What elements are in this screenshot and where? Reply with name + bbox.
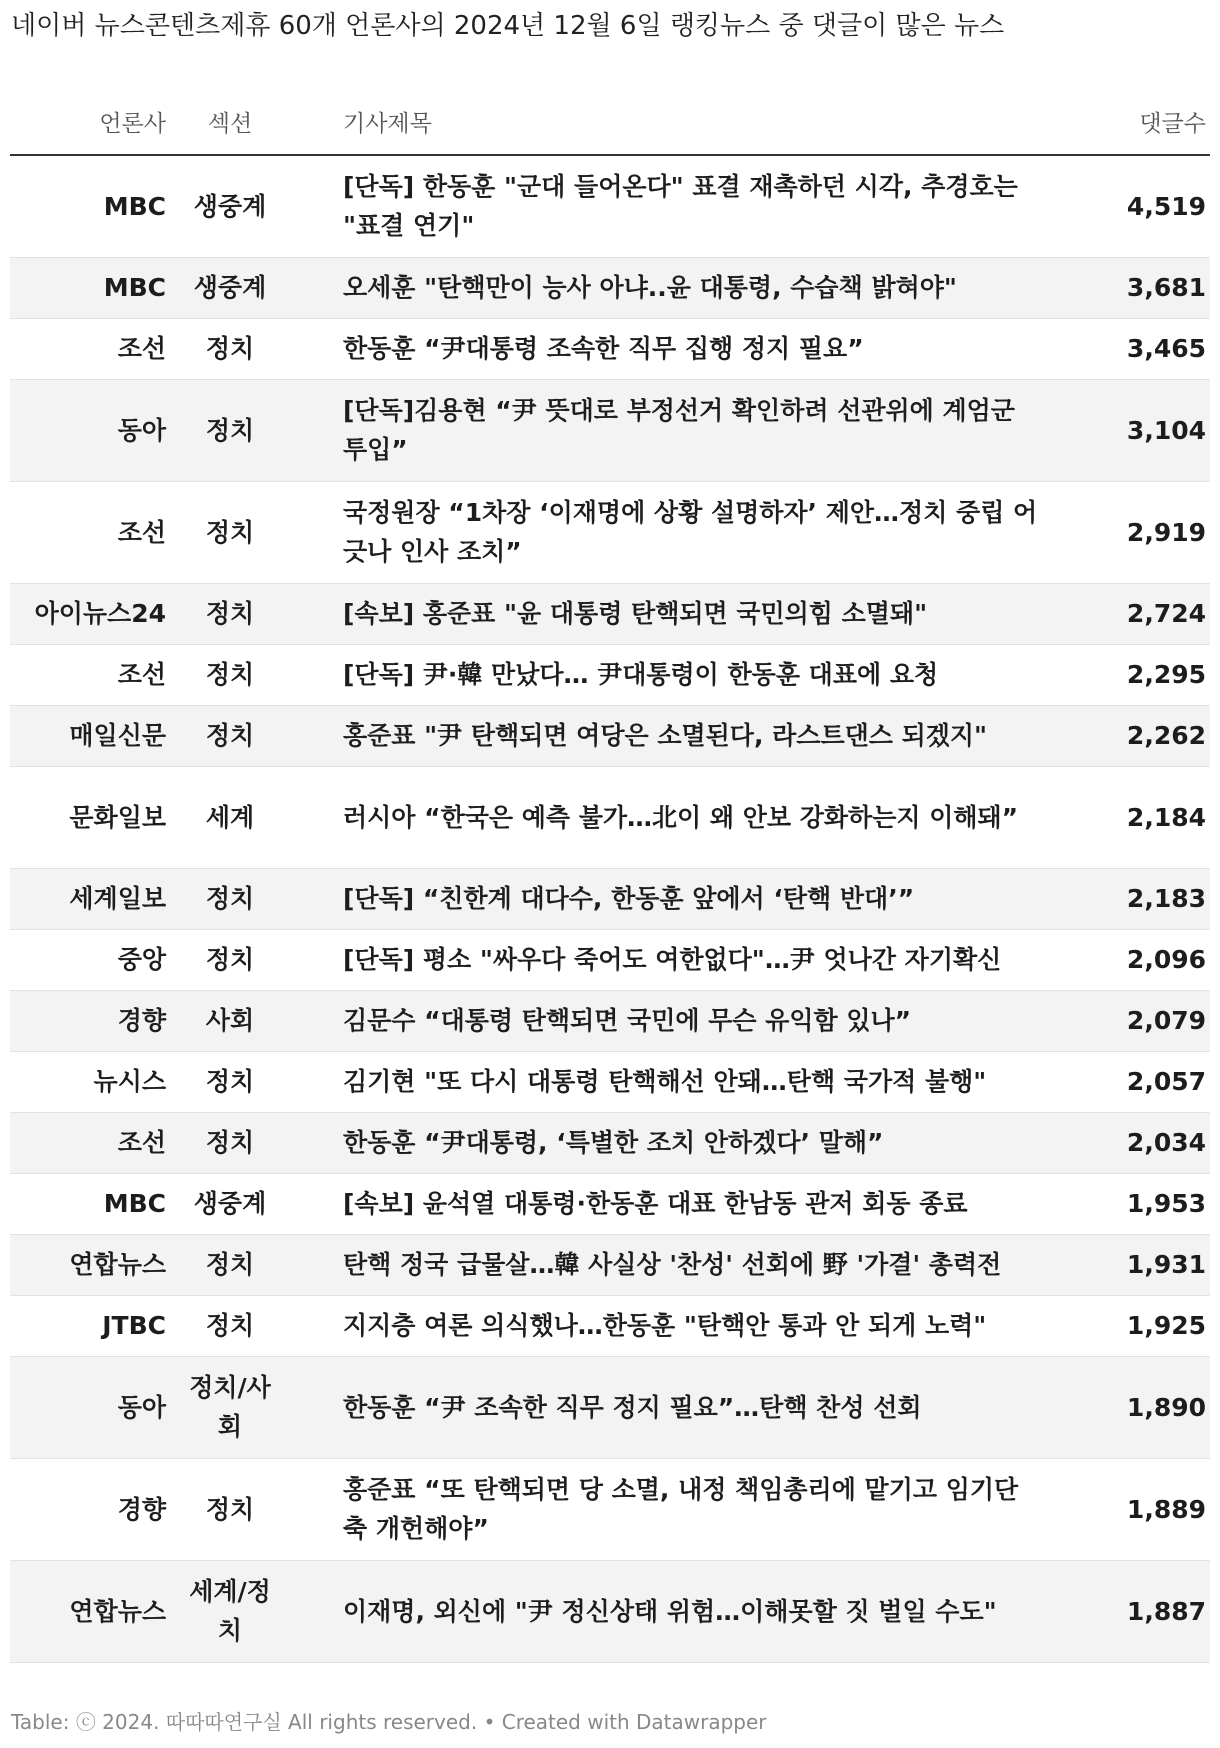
table-row (10, 705, 1210, 766)
comment-count-cell: 2,184 (1050, 766, 1210, 868)
publisher-cell: 조선 (10, 644, 170, 705)
table-header (10, 88, 1210, 155)
section-cell (170, 1458, 290, 1560)
section-label: 정치 (205, 415, 255, 445)
article-title-cell: 김기현 "또 다시 대통령 탄핵해선 안돼…탄핵 국가적 불행" (290, 1051, 1050, 1112)
news-table (10, 88, 1210, 1663)
publisher-cell: 연합뉴스 (10, 1560, 170, 1662)
table-row (10, 1051, 1210, 1112)
section-cell (170, 766, 290, 868)
publisher-cell: 동아 (10, 1356, 170, 1458)
article-title-cell: [속보] 윤석열 대통령·한동훈 대표 한남동 관저 회동 종료 (290, 1173, 1050, 1234)
table-row (10, 929, 1210, 990)
publisher-cell: MBC (10, 257, 170, 318)
table-footer: Table: ⓒ 2024. 따따따연구실 All rights reserved. • Created with Datawrapper (11, 1710, 767, 1734)
comment-count-cell: 2,295 (1050, 644, 1210, 705)
article-title-cell: [단독] 尹·韓 만났다… 尹대통령이 한동훈 대표에 요청 (290, 644, 1050, 705)
section-label: 사회 (205, 1006, 255, 1035)
comment-count-cell: 4,519 (1050, 155, 1210, 257)
publisher-cell: 조선 (10, 318, 170, 379)
section-cell (170, 705, 290, 766)
table-row (10, 1560, 1210, 1662)
section-label: 정치 (205, 945, 255, 974)
comment-count-cell: 2,919 (1050, 481, 1210, 583)
article-title-cell: [속보] 홍준표 "윤 대통령 탄핵되면 국민의힘 소멸돼" (290, 583, 1050, 644)
section-label: 정치 (205, 721, 255, 750)
comment-count-cell: 2,034 (1050, 1112, 1210, 1173)
table-row (10, 1173, 1210, 1234)
article-title-cell: 러시아 “한국은 예측 불가…北이 왜 안보 강화하는지 이해돼” (290, 766, 1050, 868)
table-row (10, 990, 1210, 1051)
section-label: 정치 (205, 334, 255, 363)
section-label: 정치 (205, 517, 255, 547)
table-row (10, 257, 1210, 318)
column-header-title[interactable]: 기사제목 (290, 88, 1050, 155)
publisher-cell: MBC (10, 1173, 170, 1234)
section-cell (170, 318, 290, 379)
table-row (10, 583, 1210, 644)
section-cell (170, 155, 290, 257)
section-cell (170, 1051, 290, 1112)
section-label: 세계 (205, 802, 255, 832)
table-row (10, 1112, 1210, 1173)
section-label: 정치 (205, 1311, 255, 1340)
article-title-cell: 홍준표 “또 탄핵되면 당 소멸, 내정 책임총리에 맡기고 임기단축 개헌해야” (290, 1458, 1050, 1560)
comment-count-cell: 2,096 (1050, 929, 1210, 990)
publisher-cell: 세계일보 (10, 868, 170, 929)
publisher-cell: 중앙 (10, 929, 170, 990)
table-body (10, 155, 1210, 1662)
section-label: 세계/정치 (189, 1577, 271, 1645)
publisher-cell: JTBC (10, 1295, 170, 1356)
section-label: 정치/사회 (189, 1373, 271, 1441)
section-cell (170, 929, 290, 990)
table-row (10, 1458, 1210, 1560)
article-title-cell: 한동훈 “尹대통령, ‘특별한 조치 안하겠다’ 말해” (290, 1112, 1050, 1173)
section-label: 정치 (205, 660, 255, 689)
comment-count-cell: 1,925 (1050, 1295, 1210, 1356)
table-row (10, 1295, 1210, 1356)
table-row (10, 766, 1210, 868)
article-title-cell: 오세훈 "탄핵만이 능사 아냐..윤 대통령, 수습책 밝혀야" (290, 257, 1050, 318)
table-row (10, 868, 1210, 929)
comment-count-cell: 2,183 (1050, 868, 1210, 929)
comment-count-cell: 1,953 (1050, 1173, 1210, 1234)
section-label: 생중계 (193, 273, 267, 302)
comment-count-cell: 2,262 (1050, 705, 1210, 766)
section-label: 생중계 (193, 191, 267, 221)
publisher-cell: 경향 (10, 990, 170, 1051)
table-row (10, 1356, 1210, 1458)
article-title-cell: [단독] 한동훈 "군대 들어온다" 표결 재촉하던 시각, 추경호는 "표결 연기" (290, 155, 1050, 257)
table-row (10, 481, 1210, 583)
comment-count-cell: 2,724 (1050, 583, 1210, 644)
article-title-cell: 지지층 여론 의식했나…한동훈 "탄핵안 통과 안 되게 노력" (290, 1295, 1050, 1356)
section-cell (170, 583, 290, 644)
table-row (10, 1234, 1210, 1295)
article-title-cell: 한동훈 “尹대통령 조속한 직무 집행 정지 필요” (290, 318, 1050, 379)
publisher-cell: 조선 (10, 481, 170, 583)
comment-count-cell: 1,889 (1050, 1458, 1210, 1560)
section-cell (170, 1234, 290, 1295)
column-header-section[interactable]: 섹션 (170, 88, 290, 155)
publisher-cell: 매일신문 (10, 705, 170, 766)
section-label: 정치 (205, 1128, 255, 1157)
article-title-cell: [단독] 평소 "싸우다 죽어도 여한없다"…尹 엇나간 자기확신 (290, 929, 1050, 990)
comment-count-cell: 2,057 (1050, 1051, 1210, 1112)
publisher-cell: 경향 (10, 1458, 170, 1560)
table-row (10, 155, 1210, 257)
comment-count-cell: 1,931 (1050, 1234, 1210, 1295)
section-cell (170, 1295, 290, 1356)
table-row (10, 379, 1210, 481)
column-header-publisher[interactable]: 언론사 (10, 88, 170, 155)
comment-count-cell: 3,681 (1050, 257, 1210, 318)
section-label: 정치 (205, 1067, 255, 1096)
comment-count-cell: 3,104 (1050, 379, 1210, 481)
chart-title: 네이버 뉴스콘텐츠제휴 60개 언론사의 2024년 12월 6일 랭킹뉴스 중 댓글이 많은 뉴스 (11, 11, 1005, 41)
section-cell (170, 1112, 290, 1173)
section-label: 정치 (205, 1250, 255, 1279)
section-cell (170, 868, 290, 929)
publisher-cell: MBC (10, 155, 170, 257)
publisher-cell: 뉴시스 (10, 1051, 170, 1112)
comment-count-cell: 1,890 (1050, 1356, 1210, 1458)
section-cell (170, 1356, 290, 1458)
publisher-cell: 아이뉴스24 (10, 583, 170, 644)
section-cell (170, 990, 290, 1051)
article-title-cell: 국정원장 “1차장 ‘이재명에 상황 설명하자’ 제안…정치 중립 어긋나 인사 조치” (290, 481, 1050, 583)
publisher-cell: 연합뉴스 (10, 1234, 170, 1295)
publisher-cell: 문화일보 (10, 766, 170, 868)
comment-count-cell: 3,465 (1050, 318, 1210, 379)
publisher-cell: 동아 (10, 379, 170, 481)
section-cell (170, 1173, 290, 1234)
section-cell (170, 257, 290, 318)
comment-count-cell: 2,079 (1050, 990, 1210, 1051)
article-title-cell: [단독]김용현 “尹 뜻대로 부정선거 확인하려 선관위에 계엄군 투입” (290, 379, 1050, 481)
table-row (10, 644, 1210, 705)
publisher-cell: 조선 (10, 1112, 170, 1173)
article-title-cell: [단독] “친한계 대다수, 한동훈 앞에서 ‘탄핵 반대’” (290, 868, 1050, 929)
section-label: 생중계 (193, 1189, 267, 1218)
article-title-cell: 한동훈 “尹 조속한 직무 정지 필요”…탄핵 찬성 선회 (290, 1356, 1050, 1458)
section-cell (170, 379, 290, 481)
table-row (10, 318, 1210, 379)
article-title-cell: 홍준표 "尹 탄핵되면 여당은 소멸된다, 라스트댄스 되겠지" (290, 705, 1050, 766)
section-cell (170, 1560, 290, 1662)
section-label: 정치 (205, 599, 255, 628)
section-label: 정치 (205, 1494, 255, 1524)
column-header-comments[interactable]: 댓글수 (1050, 88, 1210, 155)
article-title-cell: 이재명, 외신에 "尹 정신상태 위험…이해못할 짓 벌일 수도" (290, 1560, 1050, 1662)
section-cell (170, 481, 290, 583)
section-label: 정치 (205, 884, 255, 913)
comment-count-cell: 1,887 (1050, 1560, 1210, 1662)
article-title-cell: 탄핵 정국 급물살…韓 사실상 '찬성' 선회에 野 '가결' 총력전 (290, 1234, 1050, 1295)
section-cell (170, 644, 290, 705)
article-title-cell: 김문수 “대통령 탄핵되면 국민에 무슨 유익함 있나” (290, 990, 1050, 1051)
